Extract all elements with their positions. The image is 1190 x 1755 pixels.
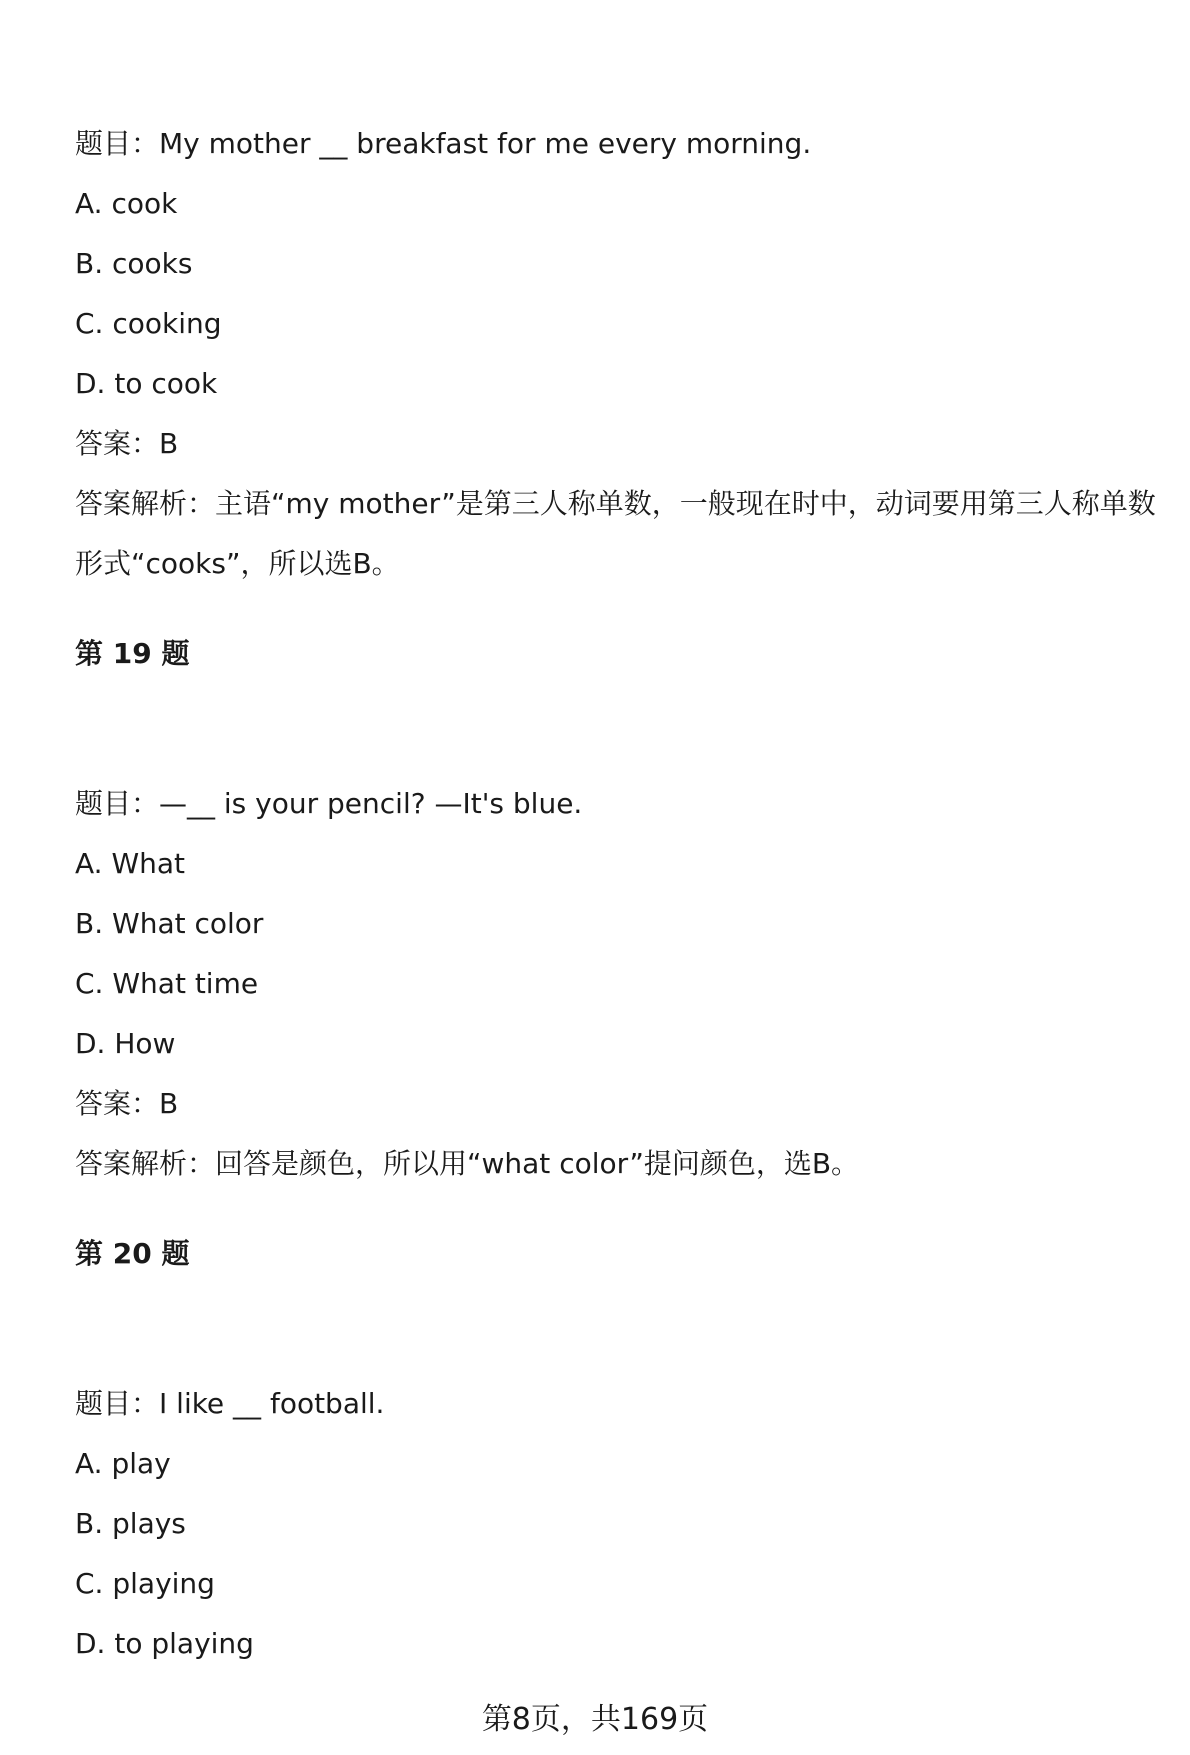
question-18-option-c: C. cooking: [75, 307, 222, 340]
question-18-text: 题目：My mother __ breakfast for me every morning.: [75, 127, 812, 160]
question-20-option-a: A. play: [75, 1447, 171, 1480]
page-footer: 第8页，共169页: [481, 1702, 709, 1737]
question-19-option-d: D. How: [75, 1027, 176, 1060]
question-18-option-d: D. to cook: [75, 367, 218, 400]
question-19-option-c: C. What time: [75, 967, 259, 1000]
question-18-explanation: 答案解析：主语“my mother”是第三人称单数，一般现在时中，动词要用第三人称单数形式“cooks”，所以选B。: [75, 487, 1156, 580]
question-20-text: 题目：I like __ football.: [75, 1387, 385, 1420]
question-19-text: 题目：—__ is your pencil? —It's blue.: [75, 787, 583, 820]
question-20-option-d: D. to playing: [75, 1627, 254, 1660]
question-19-explanation: 答案解析：回答是颜色，所以用“what color”提问颜色，选B。: [75, 1147, 860, 1180]
question-19-option-b: B. What color: [75, 907, 264, 940]
question-20-option-b: B. plays: [75, 1507, 186, 1540]
question-19-option-a: A. What: [75, 847, 186, 880]
question-19-heading: 第 19 题: [75, 637, 190, 670]
question-18-option-b: B. cooks: [75, 247, 193, 280]
question-20-heading: 第 20 题: [75, 1237, 190, 1270]
question-19-answer: 答案：B: [75, 1087, 179, 1120]
question-20-option-c: C. playing: [75, 1567, 215, 1600]
question-18-option-a: A. cook: [75, 187, 178, 220]
question-18-answer: 答案：B: [75, 427, 179, 460]
